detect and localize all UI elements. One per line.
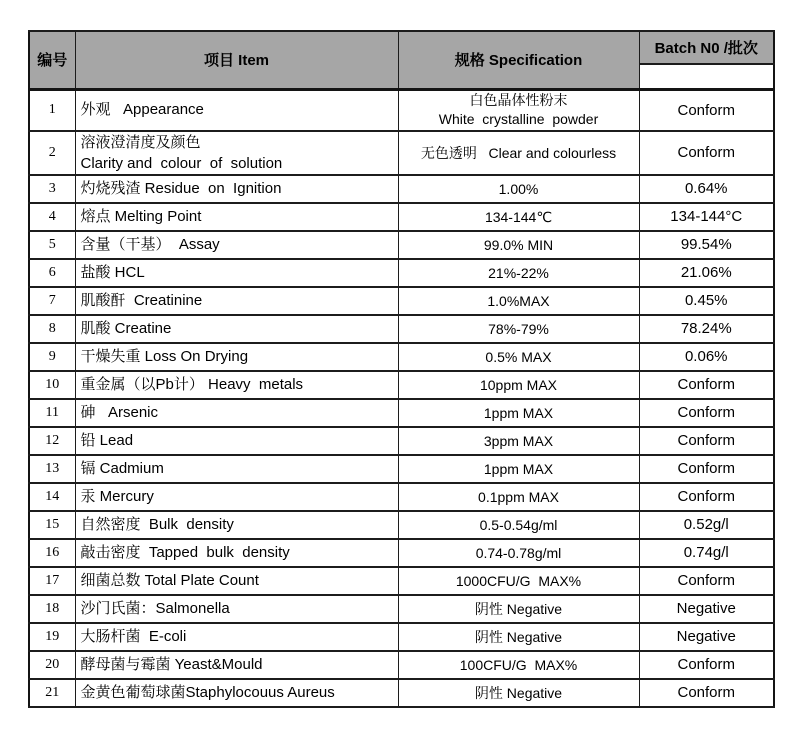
row-batch-result: Conform <box>639 455 774 483</box>
row-batch-result: Conform <box>639 651 774 679</box>
row-item: 外观 Appearance <box>75 89 398 131</box>
row-spec: 1ppm MAX <box>398 455 639 483</box>
row-number: 11 <box>29 399 75 427</box>
row-batch-result: 0.64% <box>639 175 774 203</box>
row-item: 细菌总数 Total Plate Count <box>75 567 398 595</box>
table-row <box>29 623 774 651</box>
table-row <box>29 483 774 511</box>
row-spec: 3ppm MAX <box>398 427 639 455</box>
row-item: 重金属（以Pb计） Heavy metals <box>75 371 398 399</box>
row-spec: 阴性 Negative <box>398 679 639 707</box>
row-number: 15 <box>29 511 75 539</box>
row-item: 肌酸酐 Creatinine <box>75 287 398 315</box>
row-batch-result: 0.52g/l <box>639 511 774 539</box>
row-spec: 21%-22% <box>398 259 639 287</box>
row-item: 肌酸 Creatine <box>75 315 398 343</box>
table-row <box>29 679 774 707</box>
row-batch-result: 0.45% <box>639 287 774 315</box>
table-row <box>29 399 774 427</box>
row-spec: 0.1ppm MAX <box>398 483 639 511</box>
row-item: 沙门氏菌：Salmonella <box>75 595 398 623</box>
row-number: 20 <box>29 651 75 679</box>
row-batch-result: 78.24% <box>639 315 774 343</box>
row-item: 酵母菌与霉菌 Yeast&Mould <box>75 651 398 679</box>
row-item: 铅 Lead <box>75 427 398 455</box>
row-number: 16 <box>29 539 75 567</box>
table-row <box>29 511 774 539</box>
row-batch-result: Conform <box>639 89 774 131</box>
table-row <box>29 175 774 203</box>
row-item: 自然密度 Bulk density <box>75 511 398 539</box>
row-item: 镉 Cadmium <box>75 455 398 483</box>
row-spec: 0.5% MAX <box>398 343 639 371</box>
table-row <box>29 595 774 623</box>
row-number: 14 <box>29 483 75 511</box>
row-item: 大肠杆菌 E-coli <box>75 623 398 651</box>
row-spec: 1ppm MAX <box>398 399 639 427</box>
row-spec: 10ppm MAX <box>398 371 639 399</box>
row-batch-result: Conform <box>639 567 774 595</box>
table-row <box>29 427 774 455</box>
row-item: 干燥失重 Loss On Drying <box>75 343 398 371</box>
row-spec: 0.5-0.54g/ml <box>398 511 639 539</box>
row-item: 熔点 Melting Point <box>75 203 398 231</box>
header-cell-item: 项目 Item <box>75 31 398 89</box>
row-batch-result: 0.06% <box>639 343 774 371</box>
row-spec: 0.74-0.78g/ml <box>398 539 639 567</box>
table-row <box>29 343 774 371</box>
row-number: 21 <box>29 679 75 707</box>
table-row <box>29 287 774 315</box>
row-item: 砷 Arsenic <box>75 399 398 427</box>
row-batch-result: Conform <box>639 427 774 455</box>
row-spec: 1.0%MAX <box>398 287 639 315</box>
row-batch-result: 134-144°C <box>639 203 774 231</box>
row-batch-result: Conform <box>639 679 774 707</box>
row-number: 4 <box>29 203 75 231</box>
row-number: 3 <box>29 175 75 203</box>
row-item: 灼烧残渣 Residue on Ignition <box>75 175 398 203</box>
row-batch-result: Conform <box>639 131 774 175</box>
table-row <box>29 371 774 399</box>
header-batch-value-cell <box>639 64 774 89</box>
header-row <box>29 31 774 64</box>
table-row <box>29 203 774 231</box>
row-number: 7 <box>29 287 75 315</box>
row-item: 汞 Mercury <box>75 483 398 511</box>
row-number: 2 <box>29 131 75 175</box>
spec-table <box>28 30 775 708</box>
row-batch-result: Negative <box>639 623 774 651</box>
row-spec: 白色晶体性粉末 White crystalline powder <box>398 89 639 131</box>
table-row <box>29 567 774 595</box>
row-spec: 1000CFU/G MAX% <box>398 567 639 595</box>
row-number: 17 <box>29 567 75 595</box>
row-batch-result: Conform <box>639 483 774 511</box>
row-spec: 1.00% <box>398 175 639 203</box>
table-row <box>29 539 774 567</box>
table-row <box>29 651 774 679</box>
row-spec: 99.0% MIN <box>398 231 639 259</box>
table-header <box>29 31 774 89</box>
header-cell-batch: Batch N0 /批次 <box>639 31 774 64</box>
table-row <box>29 259 774 287</box>
row-batch-result: Negative <box>639 595 774 623</box>
table-row <box>29 231 774 259</box>
table-row <box>29 455 774 483</box>
row-item: 含量（干基） Assay <box>75 231 398 259</box>
row-item: 溶液澄清度及颜色 Clarity and colour of solution <box>75 131 398 175</box>
row-spec: 无色透明 Clear and colourless <box>398 131 639 175</box>
row-item: 敲击密度 Tapped bulk density <box>75 539 398 567</box>
row-item: 盐酸 HCL <box>75 259 398 287</box>
row-number: 1 <box>29 89 75 131</box>
row-batch-result: 21.06% <box>639 259 774 287</box>
row-batch-result: Conform <box>639 371 774 399</box>
row-number: 19 <box>29 623 75 651</box>
row-number: 5 <box>29 231 75 259</box>
row-number: 8 <box>29 315 75 343</box>
row-spec: 134-144℃ <box>398 203 639 231</box>
row-batch-result: Conform <box>639 399 774 427</box>
row-spec: 阴性 Negative <box>398 623 639 651</box>
row-number: 13 <box>29 455 75 483</box>
header-cell-specification: 规格 Specification <box>398 31 639 89</box>
row-spec: 阴性 Negative <box>398 595 639 623</box>
row-number: 6 <box>29 259 75 287</box>
row-item: 金黄色葡萄球菌Staphylocouus Aureus <box>75 679 398 707</box>
row-batch-result: 99.54% <box>639 231 774 259</box>
row-spec: 100CFU/G MAX% <box>398 651 639 679</box>
row-number: 10 <box>29 371 75 399</box>
row-spec: 78%-79% <box>398 315 639 343</box>
table-row <box>29 131 774 175</box>
row-number: 9 <box>29 343 75 371</box>
table-row <box>29 89 774 131</box>
row-number: 18 <box>29 595 75 623</box>
table-row <box>29 315 774 343</box>
row-number: 12 <box>29 427 75 455</box>
header-cell-number: 编号 <box>29 31 75 89</box>
table-body <box>29 89 774 707</box>
row-batch-result: 0.74g/l <box>639 539 774 567</box>
